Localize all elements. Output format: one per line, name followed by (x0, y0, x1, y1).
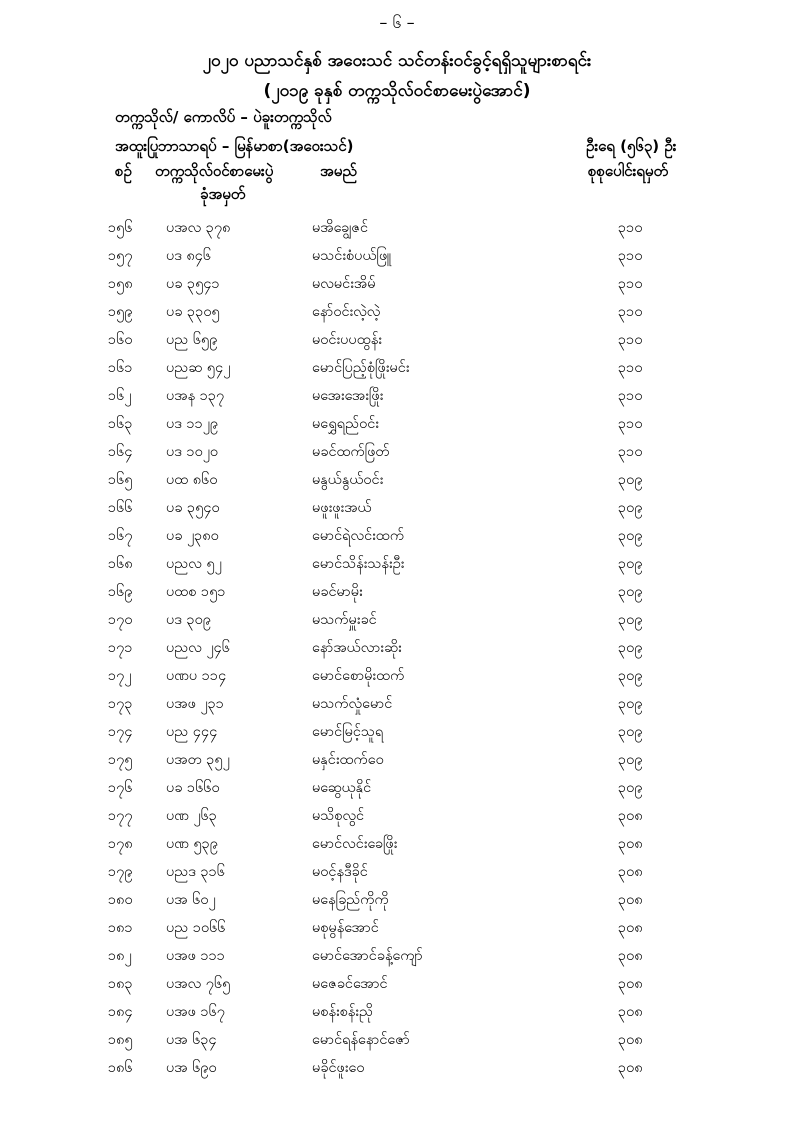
roll-number: ပည ၄၄၄ (166, 724, 218, 740)
student-name: မနှင်းထက်ဝေ (312, 752, 384, 768)
table-row (0, 999, 794, 1027)
table-row (0, 803, 794, 831)
table-row (0, 579, 794, 607)
row-number: ၁၅၉ (108, 304, 133, 320)
document-subtitle: (၂၀၁၉ ခုနှစ် တက္ကသိုလ်ဝင်စာမေးပွဲအောင်) (263, 81, 531, 101)
student-name: မောင်လင်းခေဖြိုး (312, 836, 398, 852)
total-marks: ၃၀၉ (618, 724, 643, 740)
student-name: မဝင့်နဒီခိုင် (312, 864, 368, 880)
row-number: ၁၆၉ (108, 584, 133, 600)
total-marks: ၃၀၉ (618, 696, 643, 712)
column-header-name: အမည် (320, 162, 357, 180)
row-number: ၁၇၅ (108, 752, 133, 768)
student-name: မသက်လှုံမောင် (312, 696, 393, 712)
table-row (0, 831, 794, 859)
total-marks: ၃၀၈ (618, 808, 643, 824)
roll-number: ပဒ ၁၁၂၉ (166, 416, 219, 432)
total-marks: ၃၁၀ (618, 416, 643, 432)
table-row (0, 495, 794, 523)
student-name: မောင်ရဲလင်းထက် (312, 528, 405, 544)
total-marks: ၃၁၀ (618, 360, 643, 376)
row-number: ၁၅၈ (108, 276, 133, 292)
total-marks: ၃၀၈ (618, 836, 643, 852)
total-marks: ၃၁၀ (618, 444, 643, 460)
total-marks: ၃၀၉ (618, 752, 643, 768)
roll-number: ပအ ၆၉၀ (166, 1060, 217, 1076)
roll-number: ပဒ ၁၀၂၀ (166, 444, 219, 460)
table-row (0, 215, 794, 243)
student-name: မောင်သိန်းသန်းဦး (312, 556, 405, 572)
roll-number: ပဏ ၂၆၃ (166, 808, 217, 824)
total-marks: ၃၁၀ (618, 248, 643, 264)
roll-number: ပညဆ ၅၄၂ (166, 360, 231, 376)
roll-number: ပခ ၃၅၄၀ (166, 500, 220, 516)
student-name: မခင်မာမိုး (312, 584, 363, 600)
row-number: ၁၇၉ (108, 864, 133, 880)
student-name: မောင်မြင့်သူရ (312, 724, 384, 740)
student-name: နော်ဝင်းလဲ့လဲ့ (312, 304, 381, 320)
student-name: မသိစုလွင် (312, 808, 365, 824)
roll-number: ပည ၁၀၆၆ (166, 920, 226, 936)
table-row (0, 775, 794, 803)
total-marks: ၃၀၉ (618, 584, 643, 600)
row-number: ၁၇၈ (108, 836, 133, 852)
total-marks: ၃၀၉ (618, 780, 643, 796)
total-marks: ၃၀၈ (618, 1060, 643, 1076)
roll-number: ပထစ ၁၅၁ (166, 584, 226, 600)
student-name: မနေခြည်ကိုကို (312, 892, 389, 908)
row-number: ၁၈၅ (108, 1032, 133, 1048)
table-row (0, 971, 794, 999)
table-row (0, 523, 794, 551)
roll-number: ပခ ၁၆၆၀ (166, 780, 220, 796)
row-number: ၁၇၂ (108, 668, 132, 684)
table-row (0, 411, 794, 439)
student-name: မအိချွေဇင် (312, 220, 369, 236)
roll-number: ပထ ၈၆၀ (166, 472, 218, 488)
roll-number: ပခ ၃၃၀၅ (166, 304, 220, 320)
table-row (0, 635, 794, 663)
table-row (0, 299, 794, 327)
row-number: ၁၆၁ (108, 360, 133, 376)
column-header-roll: တက္ကသိုလ်ဝင်စာမေးပွဲ (155, 162, 274, 180)
student-name: မခိုင်ဖူးဝေ (312, 1060, 365, 1076)
total-marks: ၃၁၀ (618, 332, 643, 348)
total-marks: ၃၀၉ (618, 640, 643, 656)
total-marks: ၃၀၈ (618, 920, 643, 936)
university-line: တက္ကသိုလ်/ ကောလိပ် – ပဲခူးတက္ကသိုလ် (115, 108, 332, 126)
student-name: မဆွေယုနိုင် (312, 780, 372, 796)
table-row (0, 439, 794, 467)
roll-number: ပညလ ၅၂ (166, 556, 222, 572)
row-number: ၁၆၈ (108, 556, 133, 572)
total-marks: ၃၁၀ (618, 388, 643, 404)
student-name: မအေးအေးဖြိုး (312, 388, 384, 404)
row-number: ၁၆၂ (108, 388, 132, 404)
table-row (0, 327, 794, 355)
student-name: မသင်းစံပယ်ဖြူ (312, 248, 392, 264)
student-name: မောင်စောမိုးထက် (312, 668, 405, 684)
row-number: ၁၈၃ (108, 976, 133, 992)
total-marks: ၃၁၀ (618, 276, 643, 292)
roll-number: ပခ ၃၅၄၁ (166, 276, 220, 292)
table-row (0, 383, 794, 411)
subject-line: အထူးပြုဘာသာရပ် – မြန်မာစာ(အဝေးသင်) (115, 137, 354, 155)
document-title: ၂၀၂၀ ပညာသင်နှစ် အဝေးသင် သင်တန်းဝင်ခွင့်ရရှိသူများစာရင်း (202, 51, 592, 71)
table-row (0, 355, 794, 383)
row-number: ၁၇၆ (108, 780, 133, 796)
roll-number: ပအလ ၇၆၅ (166, 976, 231, 992)
student-name: မစန်းစန်းညို (312, 1004, 373, 1020)
roll-number: ပအ ၆၀၂ (166, 892, 216, 908)
row-number: ၁၈၄ (108, 1004, 133, 1020)
row-number: ၁၆၆ (108, 500, 133, 516)
column-header-marks: စုစုပေါင်းရမှတ် (588, 162, 669, 180)
total-marks: ၃၀၉ (618, 556, 643, 572)
student-name: မောင်အောင်ခန့်ကျော် (312, 948, 423, 964)
student-name: မဇေခင်အောင် (312, 976, 388, 992)
total-marks: ၃၁၀ (618, 304, 643, 320)
roll-number: ပအဖ ၂၃၁ (166, 696, 224, 712)
roll-number: ပညဒ ၃၁၆ (166, 864, 225, 880)
roll-number: ပအဖ ၁၁၁ (166, 948, 225, 964)
student-name: မခင်ထက်ဖြတ် (312, 444, 390, 460)
table-row (0, 1027, 794, 1055)
row-number: ၁၈၂ (108, 948, 132, 964)
student-name: မစုမွန်အောင် (312, 920, 379, 936)
student-name: မရွှေရည်ဝင်း (312, 416, 379, 432)
total-marks: ၃၀၈ (618, 1004, 643, 1020)
column-header-roll-line2: ခုံအမှတ် (200, 185, 246, 203)
total-marks: ၃၀၉ (618, 612, 643, 628)
row-number: ၁၇၄ (108, 724, 133, 740)
roll-number: ပခ ၂၃၈၀ (166, 528, 219, 544)
row-number: ၁၈၀ (108, 892, 133, 908)
total-marks: ၃၀၈ (618, 892, 643, 908)
student-name: မသက်မှူးခင် (312, 612, 377, 628)
total-marks: ၃၀၈ (618, 948, 643, 964)
table-row (0, 915, 794, 943)
table-row (0, 943, 794, 971)
student-name: မဝင်းပပထွန်း (312, 332, 382, 348)
count-line: ဦးရေ (၅၆၃) ဦး (586, 137, 677, 155)
table-row (0, 663, 794, 691)
table-row (0, 691, 794, 719)
student-name: မောင်ပြည့်စုံဖြိုးမင်း (312, 360, 410, 376)
roll-number: ပအ ၆၃၄ (166, 1032, 217, 1048)
table-row (0, 887, 794, 915)
page-number: – ၆ – (379, 13, 415, 32)
table-row (0, 607, 794, 635)
roll-number: ပဒ ၃၀၉ (166, 612, 211, 628)
row-number: ၁၆၀ (108, 332, 133, 348)
row-number: ၁၇၀ (108, 612, 133, 628)
row-number: ၁၈၁ (108, 920, 133, 936)
row-number: ၁၇၃ (108, 696, 133, 712)
row-number: ၁၇၁ (108, 640, 133, 656)
table-row (0, 859, 794, 887)
roll-number: ပအတ ၃၅၂ (166, 752, 230, 768)
table-row (0, 271, 794, 299)
row-number: ၁၈၆ (108, 1060, 133, 1076)
column-header-no: စဉ် (115, 162, 132, 180)
roll-number: ပဏ ၅၃၉ (166, 836, 218, 852)
results-table (0, 215, 794, 1083)
roll-number: ပဒ ၈၄၆ (166, 248, 212, 264)
student-name: မောင်ရန်နောင်ဇော် (312, 1032, 410, 1048)
roll-number: ပအလ ၃၇၈ (166, 220, 231, 236)
row-number: ၁၅၇ (108, 248, 133, 264)
total-marks: ၃၀၉ (618, 668, 643, 684)
roll-number: ပဏပ ၁၁၄ (166, 668, 227, 684)
table-row (0, 1055, 794, 1083)
roll-number: ပအဖ ၁၆၇ (166, 1004, 225, 1020)
student-name: မဖူးဖူးအယ် (312, 500, 372, 516)
table-row (0, 243, 794, 271)
row-number: ၁၆၅ (108, 472, 133, 488)
row-number: ၁၇၇ (108, 808, 133, 824)
row-number: ၁၅၆ (108, 220, 133, 236)
table-row (0, 467, 794, 495)
total-marks: ၃၁၀ (618, 220, 643, 236)
table-row (0, 551, 794, 579)
total-marks: ၃၀၈ (618, 976, 643, 992)
row-number: ၁၆၄ (108, 444, 133, 460)
table-row (0, 747, 794, 775)
row-number: ၁၆၇ (108, 528, 133, 544)
row-number: ၁၆၃ (108, 416, 133, 432)
roll-number: ပအန ၁၃၇ (166, 388, 225, 404)
student-name: မနွယ်နွယ်ဝင်း (312, 472, 384, 488)
roll-number: ပညလ ၂၄၆ (166, 640, 230, 656)
total-marks: ၃၀၈ (618, 864, 643, 880)
total-marks: ၃၀၉ (618, 472, 643, 488)
table-row (0, 719, 794, 747)
total-marks: ၃၀၉ (618, 528, 643, 544)
total-marks: ၃၀၈ (618, 1032, 643, 1048)
student-name: မလမင်းအိမ် (312, 276, 376, 292)
total-marks: ၃၀၉ (618, 500, 643, 516)
student-name: နော်အယ်လားဆိုး (312, 640, 402, 656)
roll-number: ပည ၆၅၉ (166, 332, 218, 348)
